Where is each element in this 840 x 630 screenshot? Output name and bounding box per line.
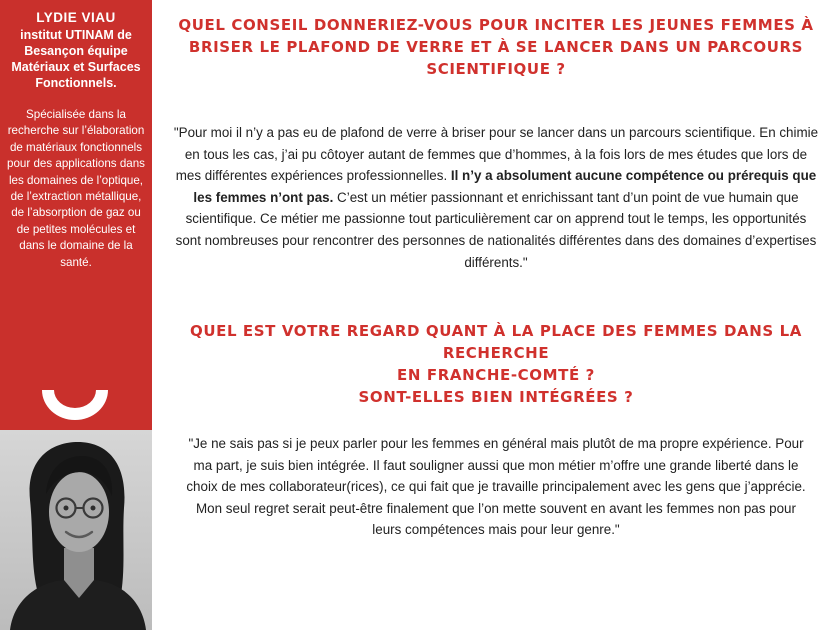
answer-1-text-start: "Pour moi il n’y a pas eu de plafond de verre à briser pour se lancer dans un parcours scientifique. En chimie en tous les cas, j’ai pu côtoyer autant de femmes que d’hommes, à la fois lors de mes études que lors de mes différentes expériences professionnelles.: [173, 125, 819, 184]
interview-content: [152, 0, 840, 630]
answer-paragraph-1: [172, 122, 820, 273]
question-1-line-3: SCIENTIFIQUE ?: [426, 60, 566, 78]
researcher-description: Spécialisée dans la recherche sur l’élaboration de matériaux fonctionnels pour des applications dans les domaines de l’optique, de l’extraction métallique, de l’absorption de gaz ou de petites molécules et dans le domaine de la santé.: [7, 108, 145, 269]
researcher-name: LYDIE VIAU: [36, 10, 116, 25]
question-1-line-2: BRISER LE PLAFOND DE VERRE ET À SE LANCER DANS UN PARCOURS: [188, 38, 804, 56]
answer-paragraph-2: "Je ne sais pas si je peux parler pour les femmes en général mais plutôt de ma propre expérience. Pour ma part, je suis bien intégrée. Il faut souligner aussi que mon métier m’offre une grande liberté dans le choix de mes collaborateur(rices), ce qui fait que je travaille principalement avec les gens que j’apprécie. Mon seul regret serait peut-être finalement que l’on mette souvent en avant les femmes non pas pour leurs compétences mais pour leur genre.": [186, 436, 806, 538]
decorative-arc-icon: [40, 386, 110, 422]
question-2-line-3: SONT-ELLES BIEN INTÉGRÉES ?: [358, 388, 634, 406]
question-heading-1: [152, 14, 840, 80]
question-heading-2: [152, 320, 840, 408]
question-1-line-1: QUEL CONSEIL DONNERIEZ-VOUS POUR INCITER LES JEUNES FEMMES À: [178, 16, 814, 34]
portrait-photo: [0, 430, 152, 630]
question-2-line-2: EN FRANCHE-COMTÉ ?: [397, 366, 595, 384]
profile-sidebar: [0, 0, 152, 630]
answer-1-bold-statement: Il n’y a absolument aucune compétence ou prérequis que les femmes n’ont pas.: [193, 168, 817, 205]
answer-1-text-end: C’est un métier passionnant et enrichissant tant d’un point de vue humain que scientifique. Ce métier me passionne tout particulièrement car on apprend tout le temps, les opportunités sont nombreuses pour rencontrer des personnes de nationalités différentes dans des domaines d’expertises différents.": [175, 189, 817, 270]
question-2-line-1: QUEL EST VOTRE REGARD QUANT À LA PLACE DES FEMMES DANS LA RECHERCHE: [189, 322, 803, 362]
researcher-institution: institut UTINAM de Besançon équipe Matériaux et Surfaces Fonctionnels.: [11, 28, 141, 90]
